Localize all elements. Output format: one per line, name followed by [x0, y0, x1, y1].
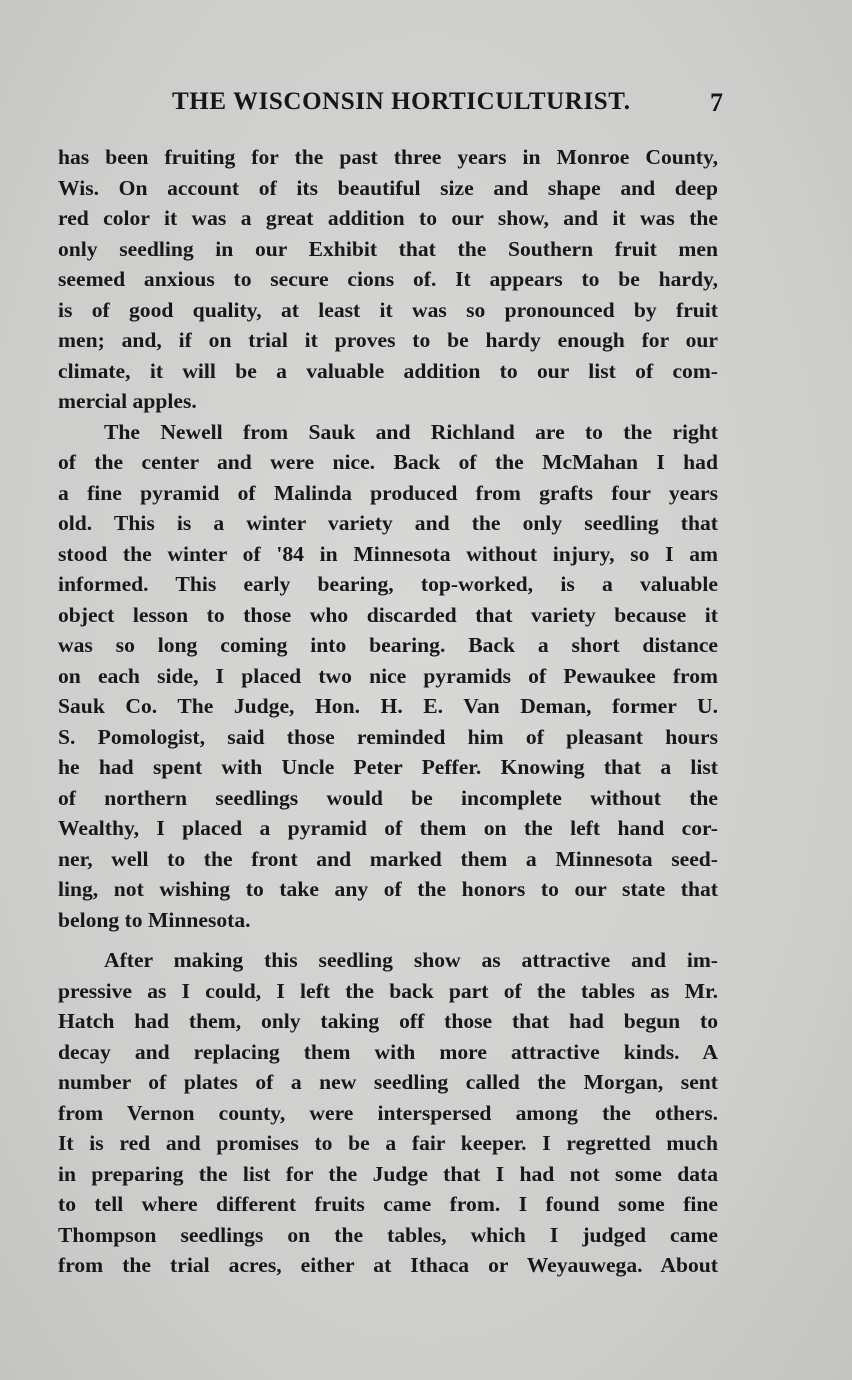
text-line: on each side, I placed two nice pyramids of Pewaukee from: [58, 663, 718, 688]
text-line: informed. This early bearing, top-worked, is a valuable: [58, 572, 718, 596]
text-line: S. Pomologist, said those reminded him of pleasant hours: [58, 724, 718, 749]
text-line: The Newell from Sauk and Richland are to the right: [104, 419, 718, 444]
text-line: After making this seedling show as attractive and im-: [104, 948, 718, 972]
text-line: old. This is a winter variety and the only seedling that: [58, 511, 718, 535]
text-line: seemed anxious to secure cions of. It appears to be hardy,: [58, 267, 718, 291]
text-line: It is red and promises to be a fair keeper. I regretted much: [58, 1131, 718, 1155]
running-head: THE WISCONSIN HORTICULTURIST.: [172, 88, 631, 115]
text-line: pressive as I could, I left the back part of the tables as Mr.: [58, 978, 718, 1003]
text-line: from the trial acres, either at Ithaca or Weyauwega. About: [58, 1253, 718, 1277]
text-line: has been fruiting for the past three years in Monroe County,: [58, 145, 718, 169]
text-line: climate, it will be a valuable addition to our list of com-: [58, 358, 718, 383]
page-number: 7: [710, 88, 723, 117]
text-line: Sauk Co. The Judge, Hon. H. E. Van Deman, former U.: [58, 694, 718, 718]
text-line: red color it was a great addition to our show, and it was the: [58, 206, 718, 230]
text-line: men; and, if on trial it proves to be hardy enough for our: [58, 328, 718, 352]
text-line: number of plates of a new seedling called the Morgan, sent: [58, 1070, 718, 1094]
text-line: he had spent with Uncle Peter Peffer. Knowing that a list: [58, 755, 718, 779]
text-line: ling, not wishing to take any of the honors to our state that: [58, 877, 718, 901]
text-line: only seedling in our Exhibit that the Southern fruit men: [58, 236, 718, 261]
text-line: Wealthy, I placed a pyramid of them on the left hand cor-: [58, 816, 718, 840]
text-line: Wis. On account of its beautiful size and shape and deep: [58, 175, 718, 200]
body-text: [58, 142, 718, 1281]
text-line: of the center and were nice. Back of the McMahan I had: [58, 450, 718, 474]
paragraph: [58, 417, 718, 936]
paragraph-gap: [58, 935, 718, 945]
text-line: Hatch had them, only taking off those that had begun to: [58, 1009, 718, 1033]
text-line: belong to Minnesota.: [58, 907, 251, 932]
text-line: stood the winter of '84 in Minnesota without injury, so I am: [58, 541, 718, 566]
text-line: in preparing the list for the Judge that I had not some data: [58, 1161, 718, 1186]
text-line: a fine pyramid of Malinda produced from grafts four years: [58, 480, 718, 505]
text-line: to tell where different fruits came from. I found some fine: [58, 1192, 718, 1216]
text-line: from Vernon county, were interspersed among the others.: [58, 1100, 718, 1125]
page-header: [0, 88, 852, 128]
paragraph: [58, 945, 718, 1281]
text-line: ner, well to the front and marked them a Minnesota seed-: [58, 846, 718, 871]
text-line: object lesson to those who discarded that variety because it: [58, 602, 718, 627]
text-line: is of good quality, at least it was so pronounced by fruit: [58, 297, 718, 322]
paragraph: [58, 142, 718, 417]
text-line: was so long coming into bearing. Back a short distance: [58, 633, 718, 657]
text-line: decay and replacing them with more attractive kinds. A: [58, 1039, 718, 1064]
text-line: Thompson seedlings on the tables, which I judged came: [58, 1222, 718, 1247]
text-line: mercial apples.: [58, 389, 197, 413]
text-line: of northern seedlings would be incomplete without the: [58, 785, 718, 810]
